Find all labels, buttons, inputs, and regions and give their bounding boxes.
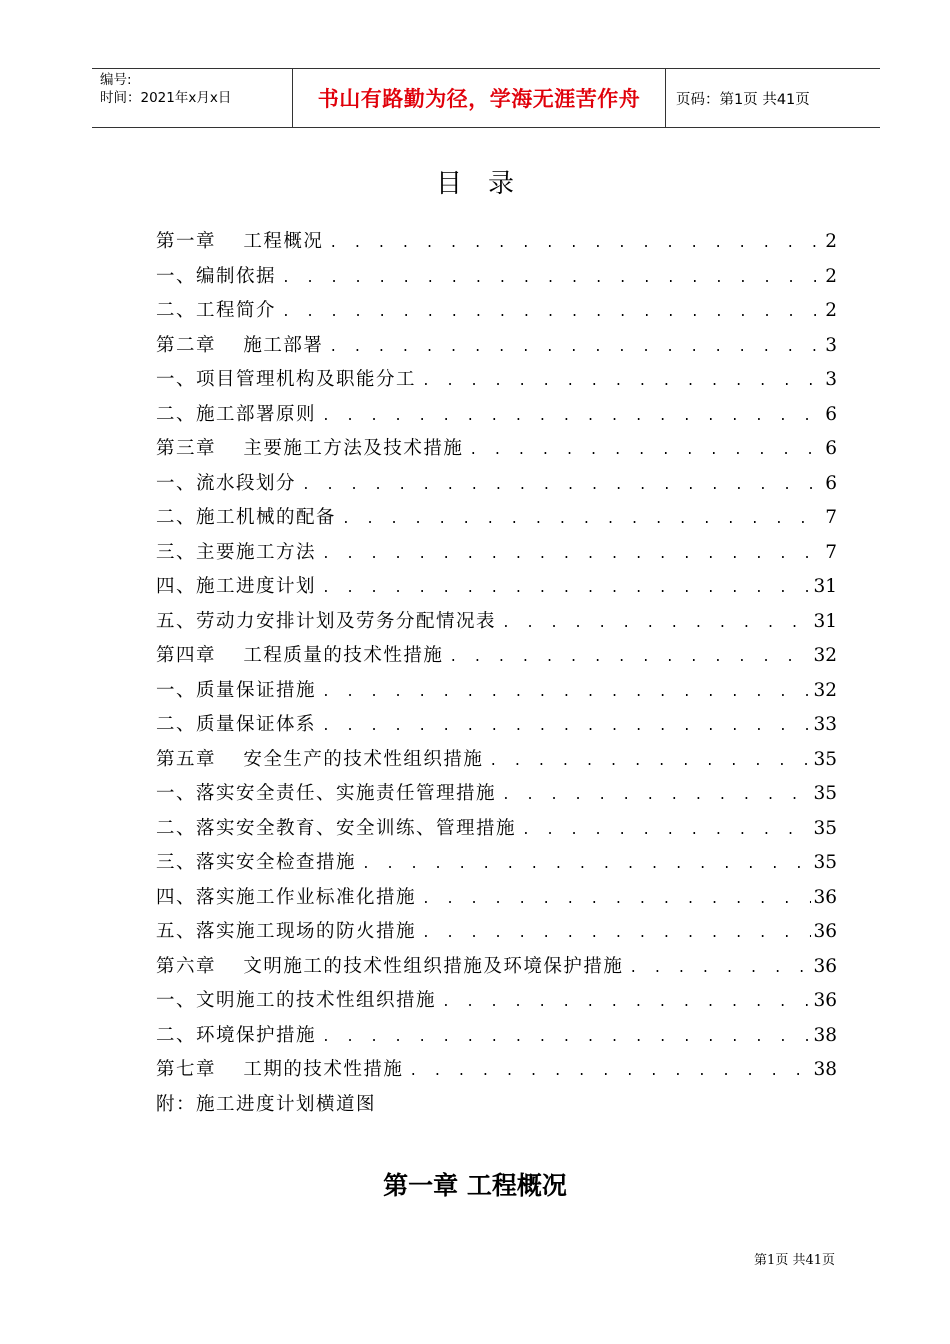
toc-entry[interactable] xyxy=(156,538,837,573)
toc-entry[interactable] xyxy=(156,779,837,814)
toc-entry-page: 32 xyxy=(813,645,837,666)
toc-entry[interactable] xyxy=(156,745,837,780)
toc-entry[interactable] xyxy=(156,883,837,918)
toc-leader-dots xyxy=(322,1030,811,1045)
toc-entry-label: 一、项目管理机构及职能分工 xyxy=(156,369,417,390)
toc-entry-label: 二、施工机械的配备 xyxy=(156,507,337,528)
toc-entry-page: 36 xyxy=(813,886,837,908)
toc-appendix-label: 附：施工进度计划横道图 xyxy=(156,1093,377,1115)
toc-entry-page: 36 xyxy=(813,955,837,977)
toc-entry[interactable] xyxy=(156,814,837,849)
toc-entry-page: 32 xyxy=(813,679,837,701)
toc-leader-dots xyxy=(409,1064,811,1079)
toc-entry-page: 6 xyxy=(825,472,837,494)
code-label: 编号: xyxy=(100,72,132,88)
toc-entry[interactable] xyxy=(156,1021,837,1056)
toc-entry-label: 第四章 工程质量的技术性措施 xyxy=(156,645,444,666)
toc-leader-dots xyxy=(422,892,811,907)
toc-entry-label: 二、施工部署原则 xyxy=(156,403,317,425)
toc-leader-dots xyxy=(322,719,811,734)
toc-leader-dots xyxy=(342,512,823,527)
toc-leader-dots xyxy=(442,995,811,1010)
toc-entry-label: 四、施工进度计划 xyxy=(156,576,317,597)
toc-leader-dots xyxy=(322,547,823,562)
toc-leader-dots xyxy=(322,685,811,700)
toc-entry-page: 2 xyxy=(825,231,837,252)
toc-entry-label: 第三章 主要施工方法及技术措施 xyxy=(156,438,464,459)
toc-entry-page: 6 xyxy=(825,438,837,459)
toc-entry[interactable] xyxy=(156,262,837,297)
toc-entry-page: 36 xyxy=(813,990,837,1011)
toc-entry[interactable] xyxy=(156,400,837,435)
toc-leader-dots xyxy=(322,409,823,424)
toc-leader-dots xyxy=(449,650,811,665)
toc-appendix xyxy=(156,1090,837,1125)
toc-entry[interactable] xyxy=(156,469,837,504)
toc-title: 目录 xyxy=(435,169,540,199)
toc-leader-dots xyxy=(502,616,811,631)
toc-leader-dots xyxy=(329,236,823,251)
toc-entry[interactable] xyxy=(156,607,837,642)
toc-entry-label: 四、落实施工作业标准化措施 xyxy=(156,886,417,908)
toc-entry-page: 33 xyxy=(813,714,837,735)
toc-entry-label: 第二章 施工部署 xyxy=(156,334,324,356)
header-meta xyxy=(92,69,293,127)
toc-entry-label: 五、劳动力安排计划及劳务分配情况表 xyxy=(156,610,497,632)
toc-entry[interactable] xyxy=(156,676,837,711)
toc-entry-label: 第五章 安全生产的技术性组织措施 xyxy=(156,748,484,770)
toc-leader-dots xyxy=(629,961,811,976)
toc-entry-page: 7 xyxy=(825,541,837,563)
toc-leader-dots xyxy=(282,305,823,320)
toc-entry[interactable] xyxy=(156,952,837,987)
toc-entry[interactable] xyxy=(156,641,837,676)
toc-entry-page: 36 xyxy=(813,921,837,942)
toc-leader-dots xyxy=(489,754,811,769)
time-label: 时间：2021年x月x日 xyxy=(100,90,232,106)
page-footer: 第1页 共41页 xyxy=(754,1253,835,1268)
toc-leader-dots xyxy=(322,581,811,596)
toc-entry[interactable] xyxy=(156,365,837,400)
toc-entry[interactable] xyxy=(156,917,837,952)
toc-leader-dots xyxy=(329,340,823,355)
toc-entry[interactable] xyxy=(156,434,837,469)
toc-entry[interactable] xyxy=(156,227,837,262)
toc-entry[interactable] xyxy=(156,331,837,366)
toc-entry-page: 31 xyxy=(813,610,837,632)
toc-entry-page: 35 xyxy=(813,783,837,804)
toc-entry[interactable] xyxy=(156,296,837,331)
toc-entry[interactable] xyxy=(156,848,837,883)
toc-entry-page: 35 xyxy=(813,817,837,839)
toc-entry-page: 38 xyxy=(813,1024,837,1046)
toc-entry[interactable] xyxy=(156,1055,837,1090)
toc-entry-label: 五、落实施工现场的防火措施 xyxy=(156,921,417,942)
toc-entry-page: 7 xyxy=(825,507,837,528)
toc-leader-dots xyxy=(502,788,811,803)
toc-entry-label: 一、落实安全责任、实施责任管理措施 xyxy=(156,783,497,804)
toc-entry-page: 35 xyxy=(813,852,837,873)
page-header xyxy=(92,68,880,128)
toc-entry-page: 38 xyxy=(813,1059,837,1080)
toc-entry-page: 3 xyxy=(825,334,837,356)
toc-entry[interactable] xyxy=(156,572,837,607)
toc-entry-page: 6 xyxy=(825,403,837,425)
toc-leader-dots xyxy=(522,823,811,838)
toc-leader-dots xyxy=(362,857,811,872)
toc-leader-dots xyxy=(469,443,823,458)
toc-entry-label: 一、流水段划分 xyxy=(156,472,297,494)
toc-entry-page: 2 xyxy=(825,265,837,287)
toc-entries xyxy=(156,227,837,1090)
toc-entry[interactable] xyxy=(156,710,837,745)
toc-entry-label: 第七章 工期的技术性措施 xyxy=(156,1059,404,1080)
toc-entry-page: 31 xyxy=(813,576,837,597)
toc-entry-page: 35 xyxy=(813,748,837,770)
toc-entry-label: 二、落实安全教育、安全训练、管理措施 xyxy=(156,817,517,839)
toc-entry-page: 2 xyxy=(825,300,837,321)
toc-entry-label: 一、编制依据 xyxy=(156,265,277,287)
toc-leader-dots xyxy=(422,374,823,389)
toc-entry-label: 二、质量保证体系 xyxy=(156,714,317,735)
toc-leader-dots xyxy=(282,271,823,286)
toc-entry-label: 二、环境保护措施 xyxy=(156,1024,317,1046)
header-page-label: 页码：第1页 共41页 xyxy=(676,91,810,108)
toc-entry[interactable] xyxy=(156,986,837,1021)
toc-leader-dots xyxy=(302,478,823,493)
header-motto: 书山有路勤为径，学海无涯苦作舟 xyxy=(293,69,666,127)
table-of-contents xyxy=(156,227,837,1124)
toc-entry-label: 一、文明施工的技术性组织措施 xyxy=(156,990,437,1011)
chapter-heading: 第一章 工程概况 xyxy=(383,1171,567,1200)
toc-entry-label: 三、主要施工方法 xyxy=(156,541,317,563)
toc-entry[interactable] xyxy=(156,503,837,538)
toc-entry-label: 二、工程简介 xyxy=(156,300,277,321)
toc-entry-label: 第六章 文明施工的技术性组织措施及环境保护措施 xyxy=(156,955,624,977)
toc-leader-dots xyxy=(422,926,811,941)
toc-entry-label: 一、质量保证措施 xyxy=(156,679,317,701)
toc-entry-label: 第一章 工程概况 xyxy=(156,231,324,252)
toc-entry-page: 3 xyxy=(825,369,837,390)
toc-entry-label: 三、落实安全检查措施 xyxy=(156,852,357,873)
